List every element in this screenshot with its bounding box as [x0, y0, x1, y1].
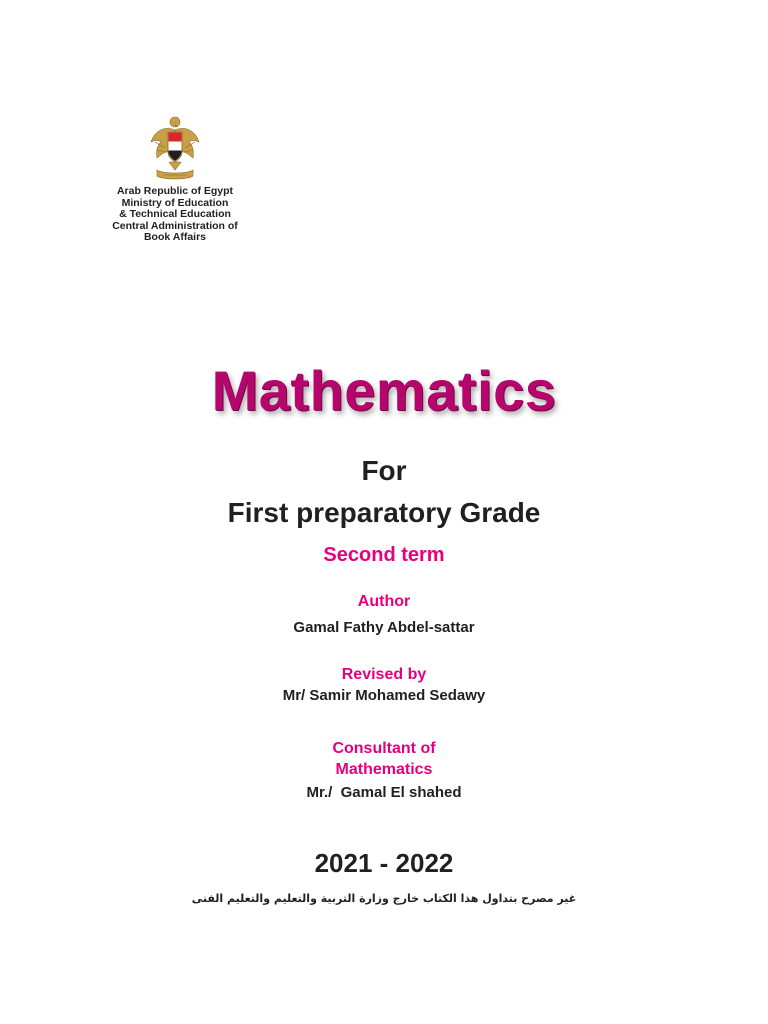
consultant-label-line: Consultant of — [332, 740, 436, 757]
ministry-text — [95, 186, 255, 244]
ministry-line: Book Affairs — [143, 231, 207, 243]
ministry-line: Central Administration of — [112, 219, 238, 232]
ministry-header — [95, 112, 255, 244]
author-label: Author — [357, 593, 411, 610]
eagle-emblem-icon — [147, 112, 203, 182]
consultant-name: Mr./ Gamal El shahed — [306, 784, 462, 801]
book-title: Mathematics — [211, 359, 557, 422]
academic-year: 2021 - 2022 — [314, 848, 454, 878]
author-name: Gamal Fathy Abdel-sattar — [293, 619, 475, 636]
ministry-line: Arab Republic of Egypt — [116, 185, 234, 197]
reviser-name: Mr/ Samir Mohamed Sedawy — [282, 687, 486, 704]
revised-by-label: Revised by — [341, 666, 427, 683]
consultant-label-line: Mathematics — [335, 761, 433, 778]
consultant-label — [0, 738, 768, 780]
ministry-line: Ministry of Education — [121, 196, 229, 209]
ministry-line: & Technical Education — [119, 208, 231, 220]
term-label: Second term — [323, 544, 445, 566]
distribution-notice: غير مصرح بتداول هذا الكتاب خارج وزارة التربية والتعليم والتعليم الفنى — [191, 892, 577, 905]
grade-label: First preparatory Grade — [227, 497, 541, 528]
for-label: For — [361, 455, 407, 486]
